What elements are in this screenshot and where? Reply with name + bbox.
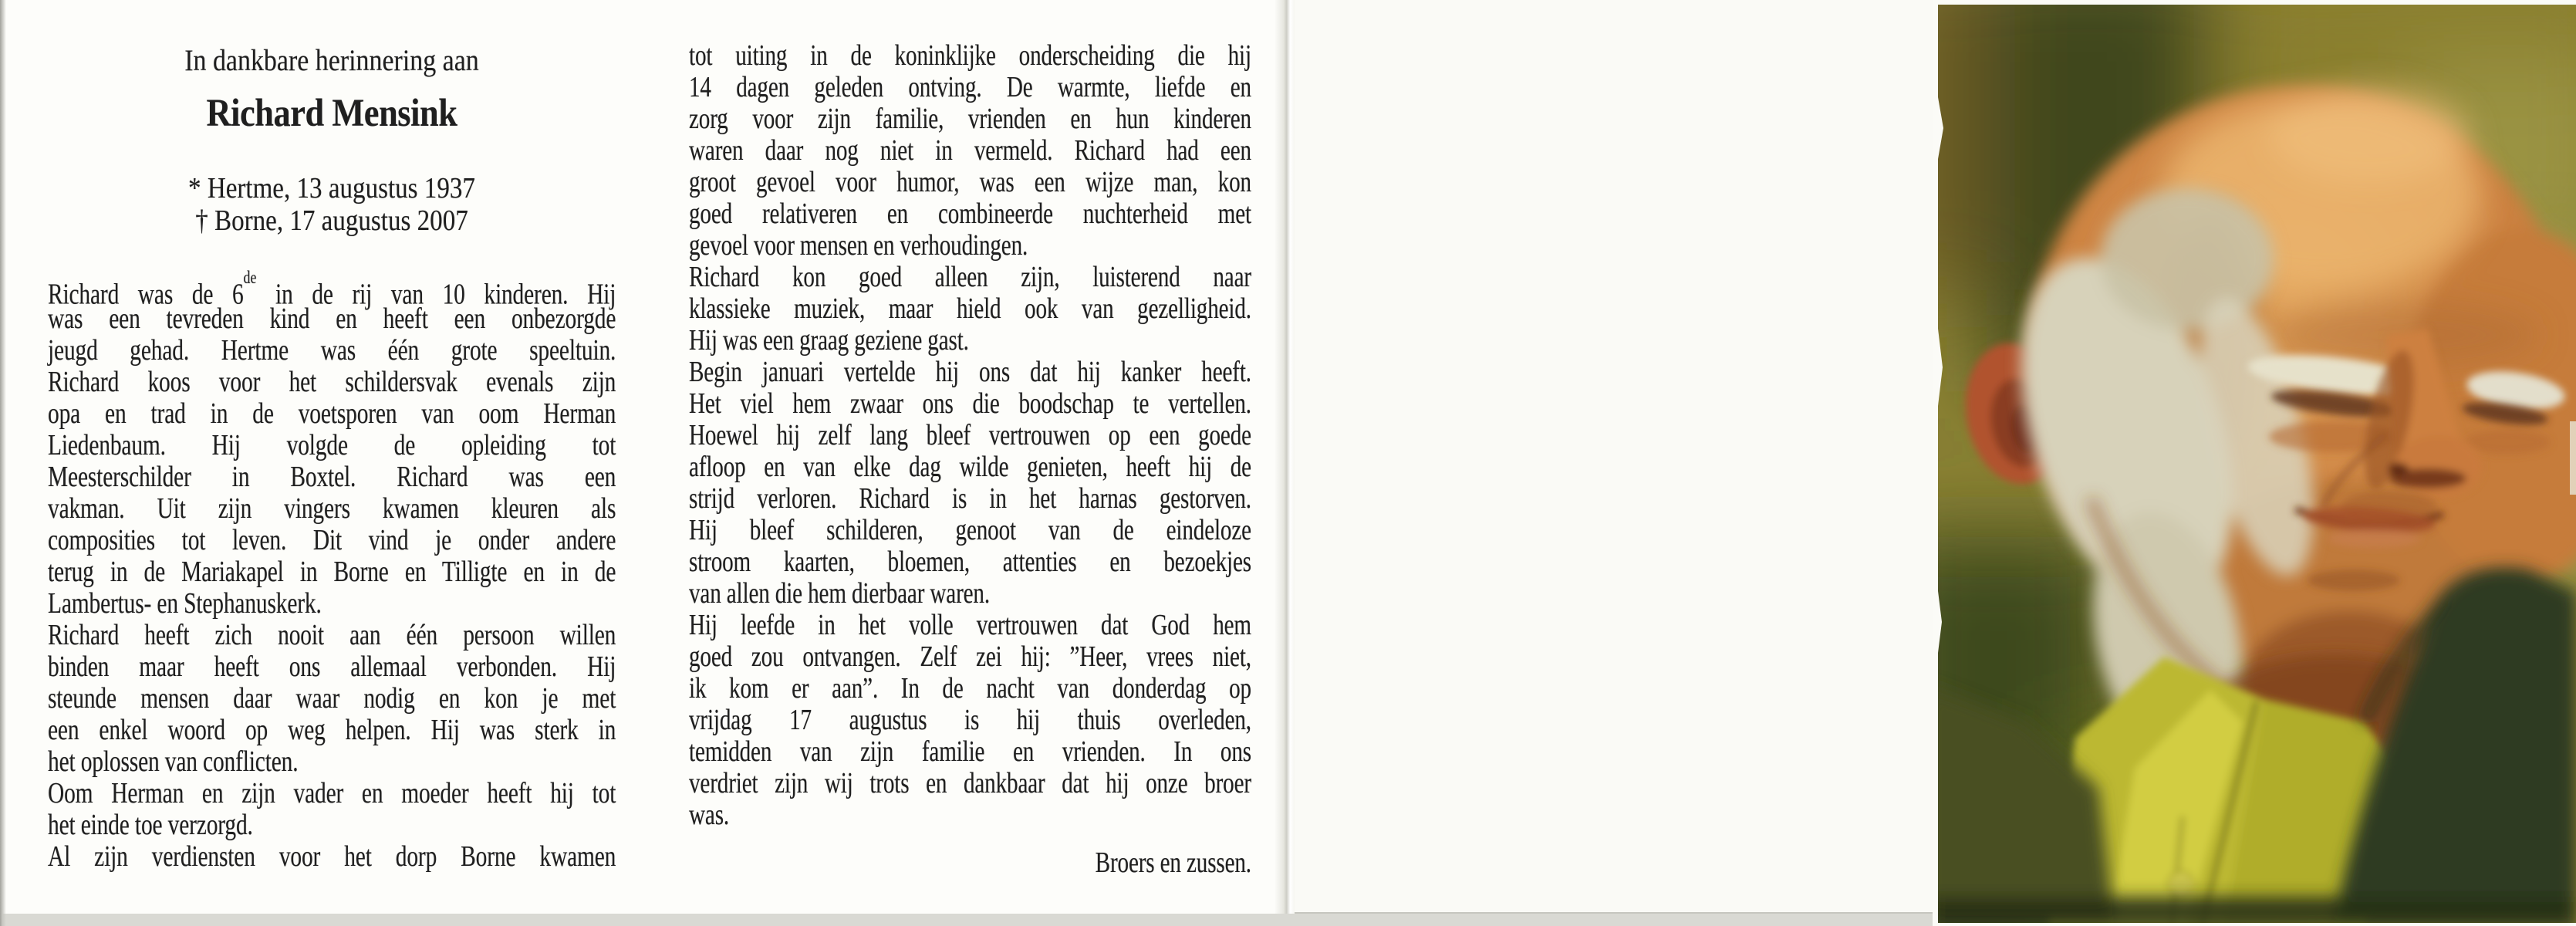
text-line: goed zou ontvangen. Zelf zei hij: ”Heer, vrees niet, [689,640,1251,673]
text-run: in de rij van 10 kinderen. Hij [256,278,616,311]
text-line: vakman. Uit zijn vingers kwamen kleuren als [48,492,616,525]
text-run: Richard was de 6 [48,278,244,311]
left-page-text-block [48,268,616,873]
text-line: goed relativeren en combineerde nuchterheid met [689,198,1251,230]
text-line: tot uiting in de koninklijke onderscheiding die hij [689,39,1251,72]
text-line [48,268,616,311]
text-line: 14 dagen geleden ontving. De warmte, liefde en [689,71,1251,103]
text-line: klassieke muziek, maar hield ook van gezelligheid. [689,292,1251,325]
text-line: groot gevoel voor humor, was een wijze man, kon [689,166,1251,198]
text-line: was een tevreden kind en heeft een onbezorgde [48,302,616,335]
text-line: verdriet zijn wij trots en dankbaar dat hij onze broer [689,767,1251,799]
text-line: afloop en van elke dag wilde genieten, heeft hij de [689,451,1251,483]
text-line: jeugd gehad. Hertme was één grote speeltuin. [48,334,616,367]
text-line: van allen die hem dierbaar waren. [689,577,990,610]
text-line: zorg voor zijn familie, vrienden en hun kinderen [689,103,1251,135]
text-line: ik kom er aan”. In de nacht van donderdag op [689,672,1251,705]
text-line: Het viel hem zwaar ons die boodschap te vertellen. [689,387,1251,420]
text-line: het oplossen van conflicten. [48,745,299,778]
signature-line: Broers en zussen. [1095,847,1251,879]
text-line: stroom kaarten, bloemen, attenties en bezoekjes [689,546,1251,578]
memorial-card-pages [0,0,1295,914]
text-line: was. [689,799,730,831]
in-memoriam-line: In dankbare herinnering aan [184,44,479,77]
portrait-photo-art [1933,5,2576,923]
text-line: Hoewel hij zelf lang bleef vertrouwen op een goede [689,419,1251,451]
portrait-photo [1933,0,2576,926]
text-line: Lambertus- en Stephanuskerk. [48,587,322,620]
text-line: Begin januari vertelde hij ons dat hij kanker heeft. [689,356,1251,388]
text-line: Richard kon goed alleen zijn, luisterend naar [689,261,1251,293]
scanner-bed-strip [0,912,1936,926]
text-line: Hij leefde in het volle vertrouwen dat God hem [689,609,1251,641]
text-line: temidden van zijn familie en vrienden. In ons [689,735,1251,768]
text-line: vrijdag 17 augustus is hij thuis overleden, [689,704,1251,736]
card-fold-edge [1274,0,1295,914]
text-line: Hij bleef schilderen, genoot van de eindeloze [689,514,1251,546]
text-line: waren daar nog niet in vermeld. Richard had een [689,134,1251,167]
text-line: Richard koos voor het schildersvak evenals zijn [48,366,616,398]
text-line: Richard heeft zich nooit aan één persoon willen [48,619,616,651]
text-line: terug in de Mariakapel in Borne en Tilligte en in de [48,556,616,588]
text-line: opa en trad in de voetsporen van oom Herman [48,397,616,430]
text-line: Meesterschilder in Boxtel. Richard was een [48,461,616,493]
text-line: Hij was een graag geziene gast. [689,324,969,357]
deceased-name: Richard Mensink [206,92,457,135]
text-line: composities tot leven. Dit vind je onder andere [48,524,616,556]
text-line: binden maar heeft ons allemaal verbonden. Hij [48,651,616,683]
ordinal-superscript: de [243,268,257,287]
text-line: gevoel voor mensen en verhoudingen. [689,229,1028,262]
text-line: het einde toe verzorgd. [48,809,253,841]
right-page-text-block [689,40,1251,879]
death-line: † Borne, 17 augustus 2007 [195,204,468,237]
text-line: Al zijn verdiensten voor het dorp Borne kwamen [48,840,616,873]
scan-left-edge [0,0,6,926]
text-line: strijd verloren. Richard is in het harnas gestorven. [689,482,1251,515]
text-line: Oom Herman en zijn vader en moeder heeft hij tot [48,777,616,809]
text-line: Liedenbaum. Hij volgde de opleiding tot [48,429,616,461]
text-line: steunde mensen daar waar nodig en kon je met [48,682,616,715]
text-line: een enkel woord op weg helpen. Hij was sterk in [48,714,616,746]
birth-line: * Hertme, 13 augustus 1937 [188,172,475,204]
